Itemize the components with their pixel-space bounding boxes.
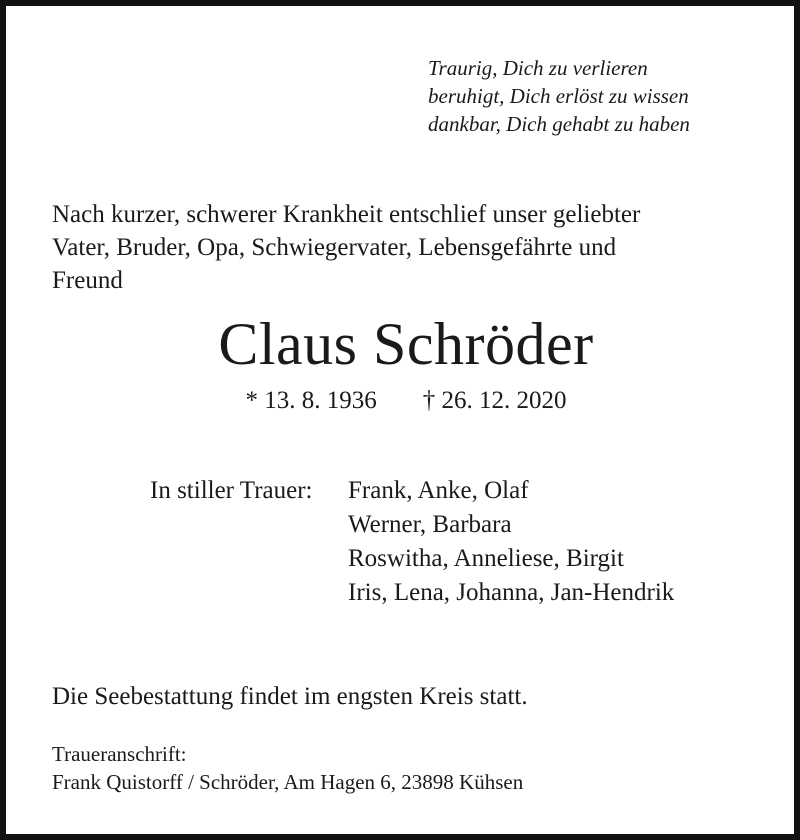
- mourners-line: Roswitha, Anneliese, Birgit: [348, 545, 624, 572]
- burial-notice: Die Seebestattung findet im engsten Kreis statt.: [52, 683, 528, 710]
- quote-line: Traurig, Dich zu verlieren: [428, 56, 648, 80]
- quote-line: dankbar, Dich gehabt zu haben: [428, 112, 690, 136]
- mourners-line: Werner, Barbara: [348, 511, 512, 538]
- intro-line: Vater, Bruder, Opa, Schwiegervater, Lebensgefährte und: [52, 234, 617, 261]
- life-dates: [6, 385, 800, 417]
- birth-date: * 13. 8. 1936: [245, 387, 377, 414]
- mourners-line: Iris, Lena, Johanna, Jan-Hendrik: [348, 579, 675, 606]
- death-date: † 26. 12. 2020: [422, 387, 567, 414]
- address-label: Traueranschrift:: [52, 742, 187, 766]
- quote-line: beruhigt, Dich erlöst zu wissen: [428, 84, 689, 108]
- deceased-name: Claus Schröder: [218, 311, 594, 377]
- intro-line: Freund: [52, 267, 123, 294]
- mourners-label: In stiller Trauer:: [150, 477, 313, 504]
- mourners-line: Frank, Anke, Olaf: [348, 477, 529, 504]
- mourners-list: [348, 474, 674, 610]
- intro-text: [52, 198, 772, 297]
- memorial-quote: [428, 54, 788, 138]
- mourning-address: Frank Quistorff / Schröder, Am Hagen 6, 23898 Kühsen: [52, 770, 524, 794]
- intro-line: Nach kurzer, schwerer Krankheit entschlief unser geliebter: [52, 201, 641, 228]
